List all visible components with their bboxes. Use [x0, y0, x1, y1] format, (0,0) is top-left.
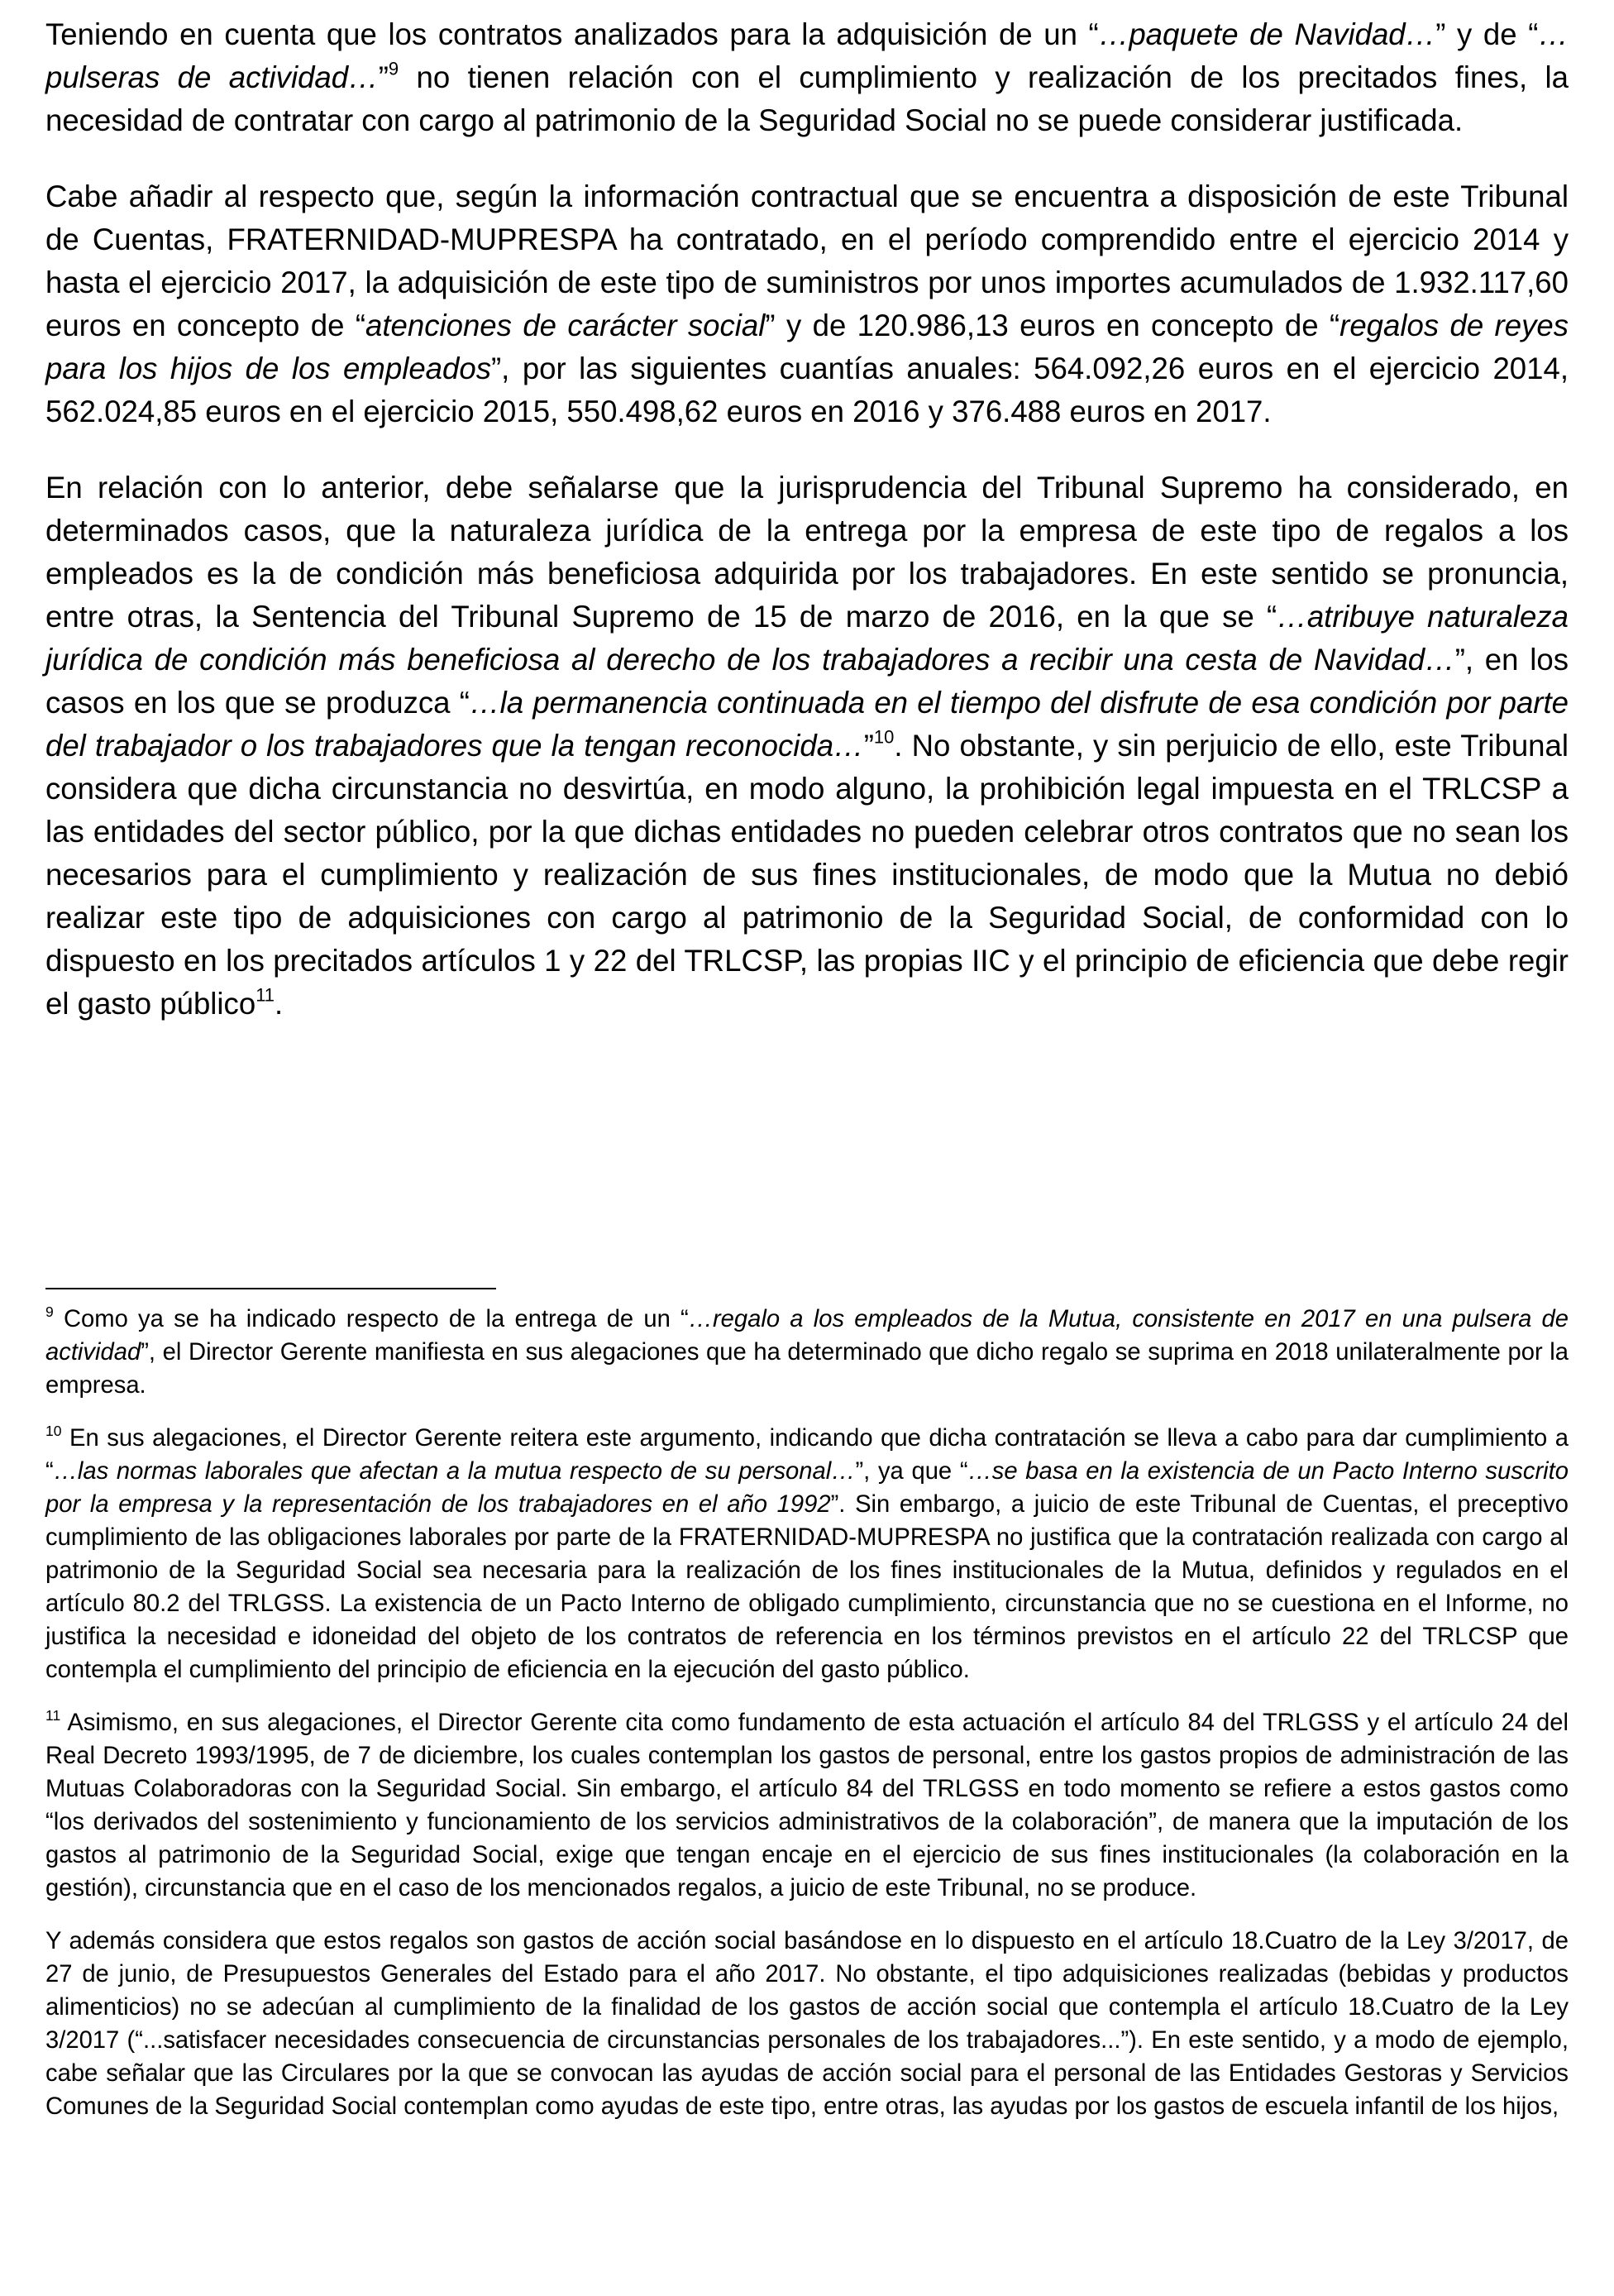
- footnote-9: [45, 1303, 1569, 1402]
- footnote-ref: 10: [873, 726, 895, 748]
- text-run: ” y de 120.986,13 euros en concepto de “: [765, 309, 1340, 342]
- footnote-11-continuation: [45, 1925, 1569, 2123]
- paragraph-3: [45, 466, 1569, 1026]
- text-run: ”: [378, 60, 389, 94]
- footnote-10: [45, 1422, 1569, 1686]
- quoted-text: …atribuye naturaleza jurídica de condición más beneficiosa al derecho de los trabajadores a recibir una cesta de Navidad…: [45, 600, 1569, 677]
- footnote-11: [45, 1706, 1569, 1905]
- quoted-text: …se basa en la existencia de un Pacto Interno suscrito por la empresa y la representación de los trabajadores en el año 1992: [45, 1458, 1569, 1518]
- text-run: ”. Sin embargo, a juicio de este Tribunal de Cuentas, el preceptivo cumplimiento de las obligaciones laborales por parte de la FRATERNIDAD-MUPRESPA no justifica que la contratación realizada con cargo al patrimonio de la Seguridad Social sea necesaria para la realización de los fines institucionales de la Mutua, definidos y regulados en el artículo 80.2 del TRLGSS. La existencia de un Pacto Interno de obligado cumplimiento, circunstancia que no se cuestiona en el Informe, no justifica la necesidad e idoneidad del objeto de los contratos de referencia en los términos previstos en el artículo 22 del TRLCSP que contempla el cumplimiento del principio de eficiencia en la ejecución del gasto público.: [45, 1491, 1569, 1683]
- footnote-ref: 11: [45, 1706, 61, 1724]
- footnote-ref: 11: [255, 984, 275, 1006]
- quoted-text: …pulseras de actividad…: [45, 17, 1569, 94]
- quoted-text: …las normas laborales que afectan a la mutua respecto de su personal…: [53, 1458, 856, 1485]
- text-run: ”: [863, 729, 874, 763]
- text-run: no tienen relación con el cumplimiento y realización de los precitados fines, la necesidad de contratar con cargo al patrimonio de la Seguridad Social no se puede considerar justificada.: [45, 60, 1569, 137]
- quoted-text: regalos de reyes para los hijos de los empleados: [45, 309, 1569, 385]
- quoted-text: …paquete de Navidad…: [1098, 17, 1436, 51]
- quoted-text: atenciones de carácter social: [365, 309, 766, 342]
- text-run: En relación con lo anterior, debe señalarse que la jurisprudencia del Tribunal Supremo ha considerado, en determinados casos, que la naturaleza jurídica de la entrega por la empresa de este tipo de regalos a los empleados es la de condición más beneficiosa adquirida por los trabajadores. En este sentido se pronuncia, entre otras, la Sentencia del Tribunal Supremo de 15 de marzo de 2016, en la que se “: [45, 471, 1569, 634]
- text-run: .: [275, 987, 284, 1021]
- text-run: ”, ya que “: [855, 1458, 968, 1485]
- text-run: Y además considera que estos regalos son gastos de acción social basándose en lo dispuesto en el artículo 18.Cuatro de la Ley 3/2017, de 27 de junio, de Presupuestos Generales del Estado para el año 2017. No obstante, el tipo adquisiciones realizadas (bebidas y productos alimenticios) no se adecúan al cumplimiento de la finalidad de los gastos de acción social que contempla el artículo 18.Cuatro de la Ley 3/2017 (“...satisfacer necesidades consecuencia de circunstancias personales de los trabajadores...”). En este sentido, y a modo de ejemplo, cabe señalar que las Circulares por la que se convocan las ayudas de acción social para el personal de las Entidades Gestoras y Servicios Comunes de la Seguridad Social contemplan como ayudas de este tipo, entre otras, las ayudas por los gastos de escuela infantil de los hijos,: [45, 1928, 1569, 2120]
- paragraph-2: [45, 175, 1569, 433]
- quoted-text: …la permanencia continuada en el tiempo del disfrute de esa condición por parte del trabajador o los trabajadores que la tengan reconocida…: [45, 686, 1569, 763]
- body-text: [45, 13, 1569, 1026]
- text-run: . No obstante, y sin perjuicio de ello, este Tribunal considera que dicha circunstancia no desvirtúa, en modo alguno, la prohibición legal impuesta en el TRLCSP a las entidades del sector público, por la que dichas entidades no pueden celebrar otros contratos que no sean los necesarios para el cumplimiento y realización de sus fines institucionales, de modo que la Mutua no debió realizar este tipo de adquisiciones con cargo al patrimonio de la Seguridad Social, de conformidad con lo dispuesto en los precitados artículos 1 y 22 del TRLCSP, las propias IIC y el principio de eficiencia que debe regir el gasto público: [45, 729, 1569, 1021]
- text-run: ”, por las siguientes cuantías anuales: 564.092,26 euros en el ejercicio 2014, 562.024,85 euros en el ejercicio 2015, 550.498,62 euros en 2016 y 376.488 euros en 2017.: [45, 352, 1569, 428]
- footnote-ref: 9: [45, 1303, 54, 1320]
- text-run: Cabe añadir al respecto que, según la información contractual que se encuentra a disposición de este Tribunal de Cuentas, FRATERNIDAD-MUPRESPA ha contratado, en el período comprendido entre el ejercicio 2014 y hasta el ejercicio 2017, la adquisición de este tipo de suministros por unos importes acumulados de 1.932.117,60 euros en concepto de “: [45, 179, 1569, 342]
- text-run: Teniendo en cuenta que los contratos analizados para la adquisición de un “: [45, 17, 1099, 51]
- text-run: ”, en los casos en los que se produzca “: [45, 643, 1569, 720]
- text-run: En sus alegaciones, el Director Gerente reitera este argumento, indicando que dicha contratación se lleva a cabo para dar cumplimiento a “: [45, 1425, 1569, 1485]
- text-run: ” y de “: [1435, 17, 1539, 51]
- text-run: Asimismo, en sus alegaciones, el Director Gerente cita como fundamento de esta actuación el artículo 84 del TRLGSS y el artículo 24 del Real Decreto 1993/1995, de 7 de diciembre, los cuales contemplan los gastos de personal, entre los gastos propios de administración de las Mutuas Colaboradoras con la Seguridad Social. Sin embargo, el artículo 84 del TRLGSS en todo momento se refiere a estos gastos como “los derivados del sostenimiento y funcionamiento de los servicios administrativos de la colaboración”, de manera que la imputación de los gastos al patrimonio de la Seguridad Social, exige que tengan encaje en el ejercicio de sus fines institucionales (la colaboración en la gestión), circunstancia que en el caso de los mencionados regalos, a juicio de este Tribunal, no se produce.: [45, 1710, 1569, 1901]
- footnote-ref: 10: [45, 1422, 62, 1439]
- paragraph-1: [45, 13, 1569, 142]
- footnote-separator: [45, 1288, 496, 1289]
- footnote-ref: 9: [388, 58, 399, 79]
- footnotes: [45, 1303, 1569, 2123]
- text-run: Como ya se ha indicado respecto de la entrega de un “: [53, 1306, 689, 1332]
- quoted-text: …regalo a los empleados de la Mutua, consistente en 2017 en una pulsera de actividad: [45, 1306, 1569, 1366]
- text-run: ”, el Director Gerente manifiesta en sus alegaciones que ha determinado que dicho regalo se suprima en 2018 unilateralmente por la empresa.: [45, 1339, 1569, 1399]
